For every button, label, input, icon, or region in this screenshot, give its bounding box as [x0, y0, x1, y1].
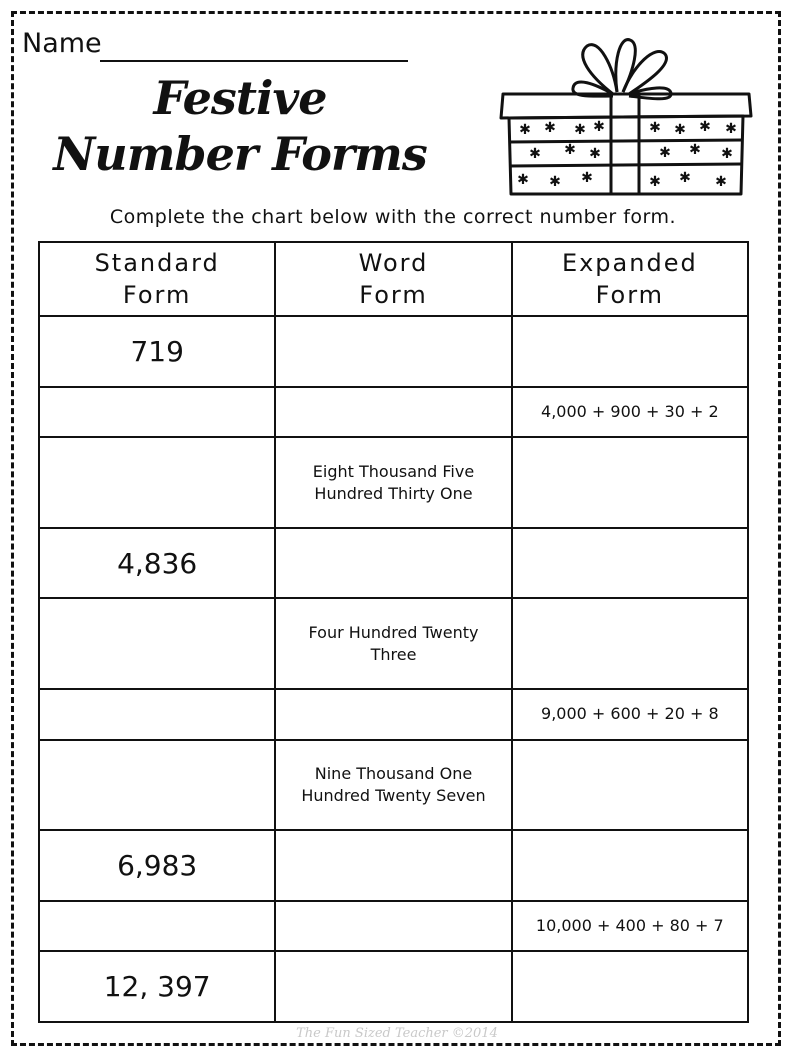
- svg-text:✱: ✱: [549, 174, 561, 190]
- gift-box-icon: [495, 36, 757, 198]
- standard-form-cell[interactable]: 12, 397: [39, 951, 275, 1022]
- word-form-cell[interactable]: [275, 528, 511, 599]
- header-expanded-line1: Expanded: [561, 249, 698, 277]
- word-form-cell[interactable]: [275, 387, 511, 438]
- header-word-line1: Word: [358, 249, 429, 277]
- header-word-line2: Form: [359, 281, 428, 309]
- standard-form-cell[interactable]: 4,836: [39, 528, 275, 599]
- copyright-footer: The Fun Sized Teacher ©2014: [296, 1026, 498, 1041]
- title-line-1: Festive: [153, 71, 327, 125]
- svg-text:✱: ✱: [674, 122, 686, 138]
- svg-text:✱: ✱: [689, 142, 701, 158]
- table-row: [39, 901, 748, 952]
- standard-form-cell[interactable]: [39, 598, 275, 689]
- svg-text:✱: ✱: [649, 174, 661, 190]
- svg-text:✱: ✱: [574, 122, 586, 138]
- svg-text:✱: ✱: [517, 172, 529, 188]
- table-row: [39, 689, 748, 740]
- expanded-form-cell[interactable]: [512, 437, 748, 528]
- title-line-2: Number Forms: [53, 127, 427, 181]
- svg-text:✱: ✱: [725, 121, 737, 137]
- header-standard-form: [39, 242, 275, 316]
- expanded-form-cell[interactable]: 4,000 + 900 + 30 + 2: [512, 387, 748, 438]
- header-standard-line1: Standard: [94, 249, 220, 277]
- svg-text:✱: ✱: [544, 120, 556, 136]
- header-expanded-line2: Form: [595, 281, 665, 309]
- standard-form-cell[interactable]: 719: [39, 316, 275, 387]
- word-form-cell[interactable]: [275, 316, 511, 387]
- svg-text:✱: ✱: [649, 120, 661, 136]
- svg-text:✱: ✱: [699, 119, 711, 135]
- table-row: [39, 528, 748, 599]
- word-form-cell[interactable]: Eight Thousand Five Hundred Thirty One: [275, 437, 511, 528]
- expanded-form-cell[interactable]: 9,000 + 600 + 20 + 8: [512, 689, 748, 740]
- expanded-form-cell[interactable]: [512, 951, 748, 1022]
- standard-form-cell[interactable]: [39, 740, 275, 831]
- standard-form-cell[interactable]: [39, 387, 275, 438]
- table-row: [39, 830, 748, 901]
- table-row: [39, 437, 748, 528]
- header-standard-line2: Form: [122, 281, 192, 309]
- expanded-form-cell[interactable]: [512, 598, 748, 689]
- header-expanded-form: [512, 242, 748, 316]
- svg-text:✱: ✱: [659, 145, 671, 161]
- svg-text:✱: ✱: [589, 146, 601, 162]
- instructions-text: Complete the chart below with the correct number form.: [109, 206, 677, 228]
- svg-text:✱: ✱: [715, 174, 727, 190]
- expanded-form-cell[interactable]: [512, 740, 748, 831]
- name-label: Name: [22, 28, 102, 59]
- word-form-cell[interactable]: [275, 830, 511, 901]
- header-word-form: [275, 242, 511, 316]
- standard-form-cell[interactable]: [39, 901, 275, 952]
- word-form-cell[interactable]: [275, 951, 511, 1022]
- expanded-form-cell[interactable]: [512, 830, 748, 901]
- standard-form-cell[interactable]: [39, 689, 275, 740]
- svg-text:✱: ✱: [593, 119, 605, 135]
- table-row: [39, 316, 748, 387]
- table-row: [39, 951, 748, 1022]
- table-row: [39, 598, 748, 689]
- word-form-cell[interactable]: [275, 689, 511, 740]
- svg-text:✱: ✱: [679, 170, 691, 186]
- svg-text:✱: ✱: [519, 122, 531, 138]
- svg-text:✱: ✱: [564, 142, 576, 158]
- word-form-cell[interactable]: Nine Thousand One Hundred Twenty Seven: [275, 740, 511, 831]
- expanded-form-cell[interactable]: [512, 528, 748, 599]
- table-row: [39, 740, 748, 831]
- number-forms-chart: [38, 241, 749, 1023]
- table-row: [39, 387, 748, 438]
- svg-text:✱: ✱: [529, 146, 541, 162]
- standard-form-cell[interactable]: 6,983: [39, 830, 275, 901]
- name-blank-line[interactable]: [100, 60, 408, 62]
- word-form-cell[interactable]: Four Hundred Twenty Three: [275, 598, 511, 689]
- expanded-form-cell[interactable]: [512, 316, 748, 387]
- worksheet-title: [40, 70, 440, 182]
- svg-text:✱: ✱: [581, 170, 593, 186]
- word-form-cell[interactable]: [275, 901, 511, 952]
- header-row: [39, 242, 748, 316]
- expanded-form-cell[interactable]: 10,000 + 400 + 80 + 7: [512, 901, 748, 952]
- standard-form-cell[interactable]: [39, 437, 275, 528]
- svg-text:✱: ✱: [721, 146, 733, 162]
